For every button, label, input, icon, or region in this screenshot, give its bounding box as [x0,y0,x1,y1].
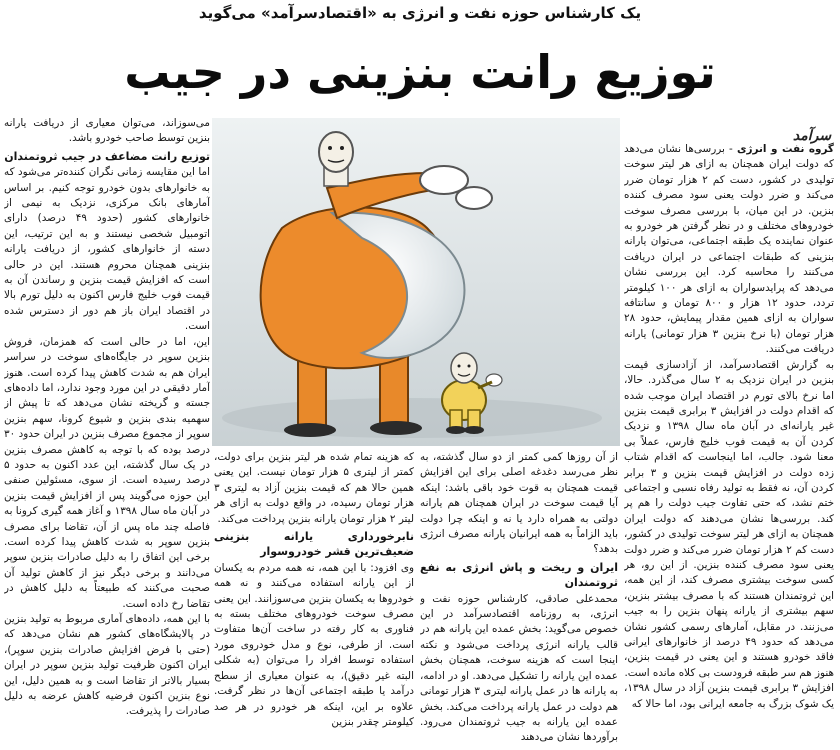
small-man-head [451,353,477,383]
paragraph: افزایش ۳ برابری قیمت بنزین آزاد در سال ۱۳۹۸، یک شوک بزرگ به جامعه ایرانی بود، اما حالا که [624,682,834,710]
paragraph: می‌سوزاند، می‌توان معیاری از دریافت یارانه بنزین توسط صاحب خودرو باشد. [4,117,210,145]
paragraph: به گزارش اقتصادسرآمد، از آزادسازی قیمت بنزین در ایران نزدیک به ۲ سال می‌گذرد. حالا، اما نرخ بالای تورم در اقتصاد ایران موجب شده که اقدام دولت در افزایش ۳ برابری قیمت بنزین غیر یارانه‌ای در آبان ماه سال ۱۳۹۸ و نزدیک کردن آن به قیمت فوب خلیج فارس، عملاً بی معنا شود. جالب، اما اینجاست که اقدام شتاب زده دولت در افزایش قیمت بنزین و ۳ برابر کردن آن، نه فقط به تولید رفاه نسبی و اجتماعی ختم نشد، که حتی تفاوت جیب دولت را هم پر کند. بررسی‌ها نشان می‌دهند که دولت ایران همچنان به ازای هر لیتر سوخت تولیدی در کشور، دست کم ۲ هزار تومان ضرر می‌کند و ضرر دولت یعنی سود مصرف کننده بنزین. از این رو، هر کسی سوخت بیشتری مصرف کند، از این همه، این ثروتمندان هستند که با مصرف بیشتر بنزین، سهم بیشتری از یارانه پنهان بنزین را به جیب می‌زنند. در مقابل، آمارهای رسمی کشور نشان می‌دهد که حدود ۴۹ درصد از خانوارهای ایرانی فاقد خودرو هستند و این یعنی در قیمت بنزین، هنوز هم سر طبقه فرودست بی کلاه مانده است. [624,358,834,679]
paragraph: این، اما در حالی است که همزمان، فروش بنزین سوپر در جایگاه‌های سوخت در سراسر ایران هم به شدت کاهش پیدا کرده است. هنوز آمار دقیقی در این مورد وجود ندارد، اما داده‌های جسته و گریخته نشان می‌دهد که تا پیش از سهمیه بندی بنزین و شیوع کرونا، سهم بنزین سوپر از مجموع مصرف بنزین در ایران حدود ۳۰ درصد بوده که با توجه به کاهش مصرف بنزین در یک سال گذشته، این عدد اکنون به حدود ۵ درصد رسیده است. از سوی، مسئولین صنفی این حوزه می‌گویند پس از افزایش قیمت بنزین در آبان ماه سال ۱۳۹۸ و آغاز همه گیری کرونا به فاصله چند ماه پس از آن، تقاضا برای مصرف بنزین سوپر به شدت کاهش پیدا کرده است. برخی این اتفاق را به دلیل صادرات بنزین سوپر می‌دانند و برخی دیگر نیز از کاهش تولید آن صحبت می‌کنند که طبیعتاً به دلیل کاهش در تقاضا رخ داده است. [4,335,210,610]
paragraph: از آن روزها کمی کمتر از دو سال گذشته، به نظر می‌رسد دغدغه اصلی برای این افزایش قیمت همچنان به قوت خود باقی باشد: اینکه آیا قیمت سوخت در ایران همچنان هم یارانه دولتی به همراه دارد یا نه و اینکه چرا دولت باید الزاماً به همه ایرانیان یارانه مصرف انرژی بدهد؟ [420,451,618,556]
column-left [4,116,210,748]
publication-logo: سرآمد [792,128,832,144]
paragraph: محمدعلی صادقی، کارشناس حوزه نفت و انرژی، به روزنامه اقتصادسرآمد در این خصوص می‌گوید: بخش عمده این یارانه هم در قالب یارانه انرژی پرداخت می‌شود و نکته اینجا است که هزینه سوخت، همچنان بخش عمده این یارانه را تشکیل می‌دهد. او در ادامه، به یارانه ها در عمل یارانه لیتری ۳ هزار تومانی هم دولت در عمل یارانه پرداخت می‌کند. بخش عمده این یارانه به جیب ثروتمندان می‌رود. برآوردها نشان می‌دهند [420,592,618,744]
column-bottom-mid [214,450,414,748]
paragraph: - بررسی‌ها نشان می‌دهد که دولت ایران همچنان به ازای هر لیتر سوخت تولیدی در کشور، دست کم ۲ هزار تومان ضرر می‌کند و ضرر دولت یعنی سود مصرف کننده بنزین. در این میان، با بررسی مصرف سوخت خودروهای مختلف و در نظر گرفتن هر خودرو به عنوان نماینده یک طبقه اجتماعی، می‌توان یارانه بنزینی که طبقات اجتماعی در ایران دریافت می‌کنند را محاسبه کرد. این بررسی نشان می‌دهد که پرایدسواران به ازای هر ۱۰۰ کیلومتر تردد، حدود ۱۲ هزار و ۸۰۰ تومان و سانتافه سواران به ازای همین مقدار پیمایش، حدود ۲۸ هزار تومان (با نرخ بنزین ۳ هزار تومانی) یارانه دریافت می‌کنند. [624,143,834,356]
column-right [624,142,834,748]
cartoon-illustration [212,118,620,446]
paragraph: وی افزود: با این همه، نه همه مردم به یکسان از این یارانه استفاده می‌کنند و نه همه خودروها به یکسان بنزین می‌سوزانند. این یعنی مصرف سوخت خودروهای مختلف بسته به فناوری به کار رفته در ساخت آن‌ها متفاوت است. از طرفی، نوع و مدل خودروی مورد استفاده توسط افراد را می‌توان (به شکلی البته غیر دقیق)، به عنوان معیاری از سطح درآمد یا طبقه اجتماعی آن‌ها در نظر گرفت. علاوه بر این، اینکه هر خودرو در هر صد کیلومتر چقدر بنزین [214,561,414,728]
subheading: نابرخورداری یارانه بنزینی ضعیف‌ترین قشر خودروسوار [214,530,414,559]
paragraph: که هزینه تمام شده هر لیتر بنزین برای دولت، کمتر از لیتری ۵ هزار تومان نیست. این یعنی همین حالا هم که قیمت بنزین آزاد به لیتری ۳ هزار تومان رسیده، در واقع دولت به ازای هر لیتر ۲ هزار تومان یارانه بنزین پرداخت می‌کند. [214,451,414,525]
fat-man-head [319,132,353,172]
column-bottom-right [420,450,618,748]
paragraph: با این همه، داده‌های آماری مربوط به تولید بنزین در پالایشگاه‌های کشور هم نشان می‌دهد که (حتی با فرض افزایش صادرات بنزین سوپر)، ایران اکنون ظرفیت تولید بنزین سوپر در ایران بسیار بالاتر از تقاضا است و به همین دلیل، این نوع بنزین اکنون فرضیه کاهش عرضه به دلیل صادرات را پذیرفت. [4,613,210,718]
subheading: ایران و ریخت و پاش انرژی به نفع ثروتمندان [420,560,618,590]
headline: توزیع رانت بنزینی در جیب [124,45,716,99]
lead-byline: گروه نفت و انرژی [737,143,834,155]
subheading: توزیع رانت مضاعف در جیب ثروتمندان [4,149,210,163]
paragraph: اما این مقایسه زمانی نگران کننده‌تر می‌شود که به خانوارهای بدون خودرو توجه کنیم. بر اساس آمارهای بانک مرکزی، نزدیک به نیمی از خانوارهای کشور (حدود ۴۹ درصد) دارای اتومبیل شخصی نیستند و به این ترتیب، این دسته از خانوارهای کشور، از دریافت یارانه بنزینی همچنان محروم هستند. این در حالی است که افزایش قیمت بنزین و رساندن آن به قیمت فوب خلیج فارس اکنون به دلیل تورم بالا در اقتصاد ایران باز هم دور از دسترس شده است. [4,166,210,333]
kicker: یک کارشناس حوزه نفت و انرژی به «اقتصادسرآمد» می‌گوید [198,4,642,22]
